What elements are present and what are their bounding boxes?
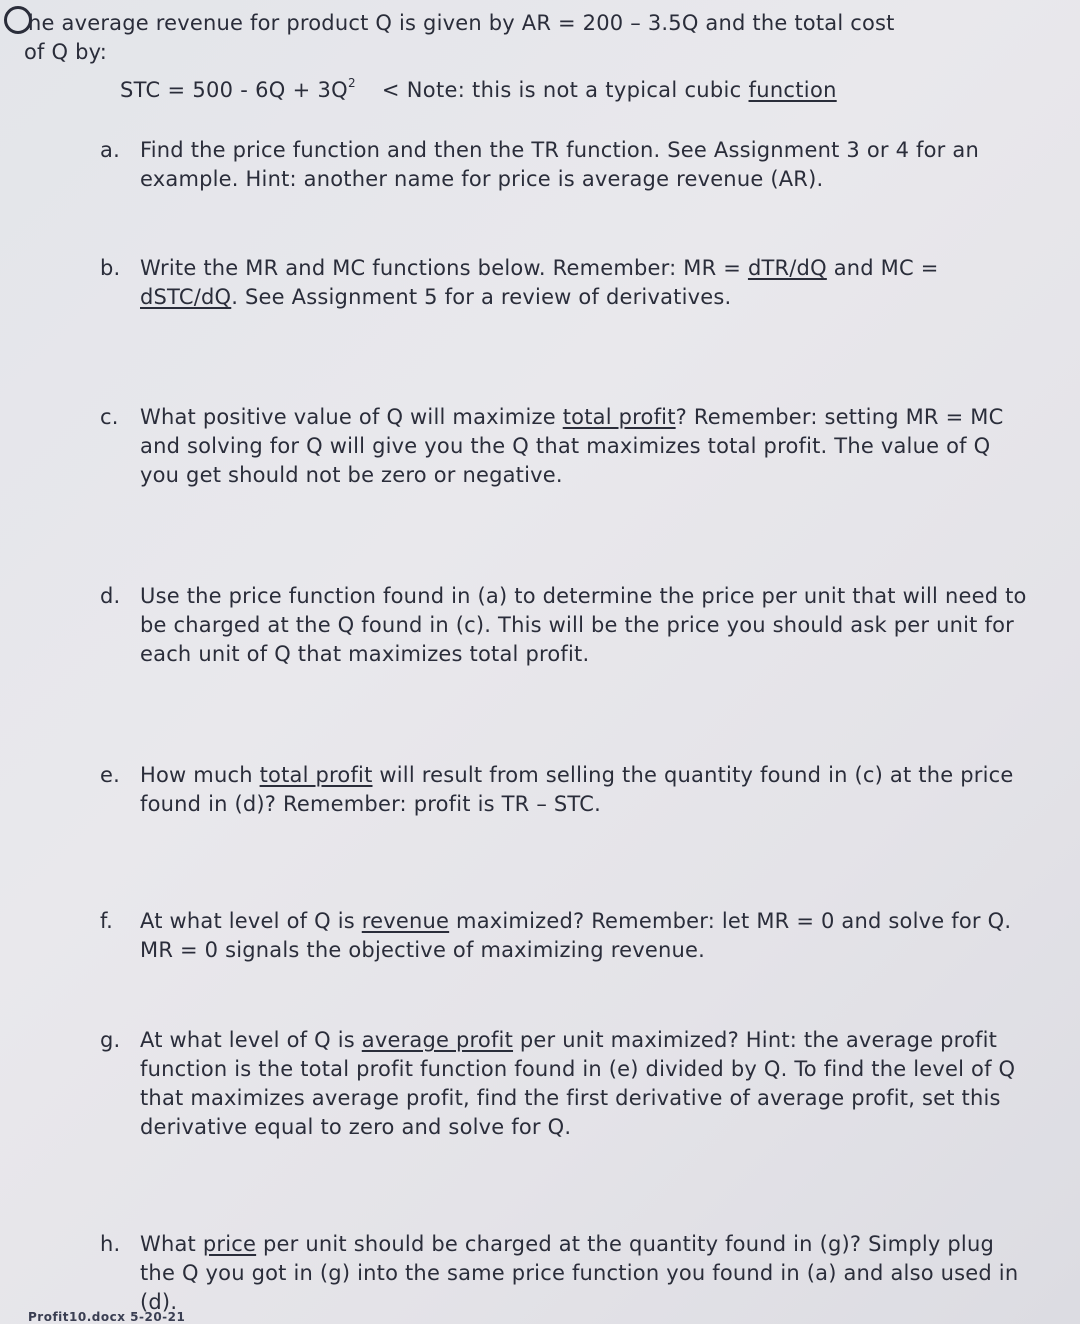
intro-line-1: he average revenue for product Q is given by AR = 200 – 3.5Q and the total cost (28, 11, 895, 35)
question-b-text-after: . See Assignment 5 for a review of derivatives. (231, 285, 732, 309)
question-h-text-before: What (140, 1232, 203, 1256)
question-b-dstc-dq: dSTC/dQ (140, 285, 232, 309)
question-d-text: Use the price function found in (a) to determine the price per unit that will need to be charged at the Q found in (c). This will be the price you should ask per unit for each unit of Q that maximizes total profit. (140, 584, 1027, 666)
question-c-text-before: What positive value of Q will maximize (140, 405, 563, 429)
question-d-letter: d. (100, 584, 121, 608)
stc-equation (120, 68, 356, 105)
question-f (100, 907, 1030, 965)
question-b-letter: b. (100, 256, 121, 280)
question-g-average-profit: average profit (361, 1028, 514, 1052)
question-g-letter: g. (100, 1028, 121, 1052)
question-c-total-profit: total profit (562, 405, 676, 429)
question-c (100, 403, 1030, 490)
question-c-letter: c. (100, 405, 119, 429)
formula-note: < Note: this is not a typical cubic (381, 78, 749, 102)
question-e (100, 761, 1030, 819)
formula-note-underlined: function (748, 78, 837, 102)
stc-exponent: 2 (347, 76, 356, 90)
question-b-text-mid: and MC = (826, 256, 939, 280)
question-a-letter: a. (100, 138, 120, 162)
question-g (100, 1026, 1030, 1142)
question-f-letter: f. (100, 909, 113, 933)
intro-line-2: of Q by: (24, 40, 108, 64)
question-d (100, 582, 1030, 669)
question-h-text-after: per unit should be charged at the quantity found in (g)? Simply plug the Q you got in (g) into the same price function you found in (a) and also used in (d). (140, 1232, 1019, 1314)
question-f-text-before: At what level of Q is (140, 909, 362, 933)
intro-paragraph (24, 6, 1064, 67)
question-e-text-before: How much (140, 763, 260, 787)
document-footer-filename: Profit10.docx 5-20-21 (28, 1310, 186, 1324)
question-b-text-before: Write the MR and MC functions below. Remember: MR = (140, 256, 748, 280)
question-f-revenue: revenue (361, 909, 450, 933)
stc-expression: STC = 500 - 6Q + 3Q (120, 78, 348, 102)
question-g-text (100, 1026, 1030, 1142)
question-h-text (100, 1230, 1030, 1317)
question-e-text-after: will result from selling the quantity found in (c) at the price found in (d)? Remember: profit is TR – STC. (140, 763, 1014, 816)
question-e-text (100, 761, 1030, 819)
question-h-letter: h. (100, 1232, 121, 1256)
cost-formula (120, 68, 1020, 105)
question-a-text: Find the price function and then the TR function. See Assignment 3 or 4 for an example. Hint: another name for price is average revenue (AR). (140, 138, 979, 191)
question-e-total-profit: total profit (259, 763, 373, 787)
question-b (100, 254, 1030, 312)
question-h-price: price (202, 1232, 257, 1256)
question-b-text (100, 254, 1030, 312)
question-h (100, 1230, 1030, 1317)
question-g-text-before: At what level of Q is (140, 1028, 362, 1052)
question-f-text (100, 907, 1030, 965)
question-g-text-after: per unit maximized? Hint: the average profit function is the total profit function found in (e) divided by Q. To find the level of Q that maximizes average profit, find the first derivative of average profit, set this derivative equal to zero and solve for Q. (140, 1028, 1016, 1139)
question-e-letter: e. (100, 763, 120, 787)
question-c-text (100, 403, 1030, 490)
question-c-text-after: ? Remember: setting MR = MC and solving for Q will give you the Q that maximizes total profit. The value of Q you get should not be zero or negative. (140, 405, 1004, 487)
question-a (100, 136, 1030, 194)
question-b-dtr-dq: dTR/dQ (747, 256, 827, 280)
question-f-text-after: maximized? Remember: let MR = 0 and solve for Q. MR = 0 signals the objective of maximizing revenue. (140, 909, 1012, 962)
